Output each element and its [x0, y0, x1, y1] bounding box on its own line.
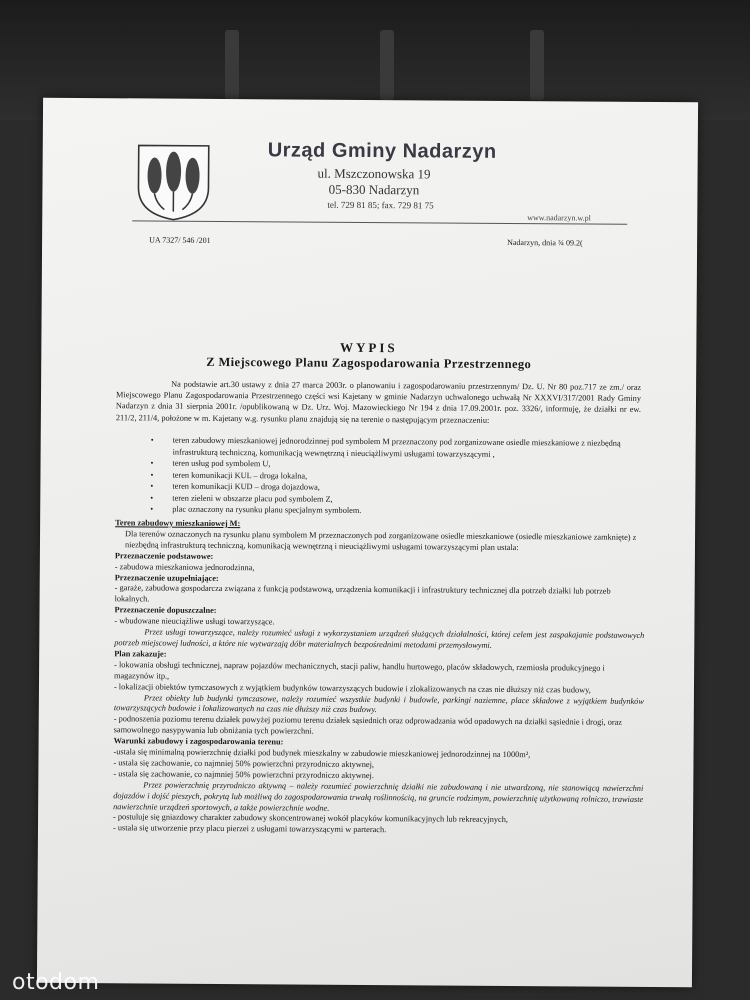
subheading-basic: Przeznaczenie podstawowe:: [114, 550, 214, 561]
document-date: Nadarzyn, dnia ¾ 09.2(: [507, 237, 583, 248]
section-heading: Teren zabudowy mieszkaniowej M:: [115, 518, 241, 529]
subheading-complementary: Przeznaczenie uzupełniające:: [114, 572, 219, 583]
office-address: [317, 166, 430, 199]
list-item: • teren zabudowy mieszkaniowej jednorodzinnej pod symbolem M przeznaczony pod zorganizowane osiedle mieszkaniowe z niezbędną infrastrukturą techniczną, komunikacją wewnętrzną i nieuciążliwymi usługami towarzyszącymi ,: [151, 434, 641, 460]
ban-item: - podnoszenia poziomu terenu działek powyżej poziomu terenu działek sąsiednich oraz odprowadzania wód opadowych na działki sąsiednie i drogi, oraz samowolnego nasypywania lub obniżania tych powierzchni.: [113, 714, 623, 736]
subheading-conditions: Warunki zabudowy i zagospodarowania terenu:: [113, 736, 284, 747]
condition-item: - postuluje się gniazdowy charakter zabudowy skoncentrowanej wokół placyków komunikacyjnych lub rekreacyjnych,: [113, 812, 509, 825]
otodom-watermark: otodom: [12, 970, 100, 995]
section-body: [113, 518, 645, 838]
definition-services: Przez usługi towarzyszące, należy rozumieć usługi z wykorzystaniem urządzeń służących działalności, której celem jest zaspakajanie podstawowych potrzeb miejscowej ludności, a które nie wytwarzają dóbr materialnych bezpośrednimi metodami przemysłowymi.: [114, 627, 645, 650]
condition-item: - ustala się zachowanie, co najmniej 50% powierzchni przyrodniczo aktywnej,: [113, 758, 375, 769]
website: www.nadarzyn.w.pl: [527, 213, 591, 223]
list-item: • teren komunikacji KUL – droga lokalna,: [150, 469, 640, 484]
allowed-item: - wbudowane nieuciążliwe usługi towarzyszące.: [114, 616, 275, 627]
basic-item: - zabudowa mieszkaniowa jednorodzinna,: [114, 561, 255, 572]
background-slot: [225, 30, 239, 100]
phone-fax: tel. 729 81 85; fax. 729 81 75: [327, 199, 434, 211]
ban-item: - lokalizacji obiektów tymczasowych z wyjątkiem budynków towarzyszących budowie i zlokalizowanych na czas nie dłuższy niż czas budowy,: [113, 681, 591, 695]
document-title: WYPIS: [339, 339, 398, 356]
office-name: Urząd Gminy Nadarzyn: [267, 139, 497, 163]
condition-item: -ustala się minimalną powierzchnię działki pod budynek mieszkalny w zabudowie mieszkaniowej jednorodzinnej na 1000m²,: [113, 747, 531, 760]
section-paragraph: Dla terenów oznaczonych na rysunku planu symbolem M przeznaczonych pod zorganizowane osiedle mieszkaniowe (osiedle mieszkaniowe zamknięte) z niezbędną infrastrukturą techniczną, komunikacją wewnętrzną i nieuciążliwymi usługami towarzyszącymi plan ustala:: [124, 529, 637, 552]
list-item: • teren usług pod symbolem U,: [151, 457, 641, 472]
background-slot: [530, 30, 544, 100]
purpose-list: [150, 434, 641, 518]
document-page: [37, 98, 698, 988]
street: ul. Mszczonowska 19: [317, 165, 431, 182]
list-item: • plac oznaczony na rysunku planu specjalnym symbolem.: [150, 503, 640, 518]
complementary-item: - garaże, zabudowa gospodarcza związana z funkcją podstawową, urządzenia komunikacji i infrastruktury technicznej dla potrzeb działki lub potrzeb lokalnych.: [114, 583, 611, 604]
subheading-allowed: Przeznaczenie dopuszczalne:: [114, 605, 217, 616]
condition-item: - ustala się zachowanie, co najmniej 50% powierzchni przyrodniczo aktywnej.: [113, 769, 374, 780]
subheading-bans: Plan zakazuje:: [114, 649, 167, 659]
postal-code: 05-830 Nadarzyn: [328, 181, 420, 198]
definition-active-surface: Przez powierzchnię przyrodniczo aktywną – należy rozumieć powierzchnię działki nie zabudowaną i nie utwardzoną, nie stanowiącą nawierzchni dojazdów i dojść pieszych, pokrytą lub możliwą do zagospodarowania trwałą roślinnością, na gruncie rodzimym, powierzchnię użytkowaną rolniczo, trawiaste nawierzchnie urządzeń sportowych, a także powierzchnie wodne.: [113, 780, 644, 813]
document-subtitle: Z Miejscowego Planu Zagospodarowania Przestrzennego: [206, 354, 532, 372]
definition-temporary: Przez obiekty lub budynki tymczasowe, należy rozumieć wszystkie budynki i budowle, parkingi naziemne, place składowe z wyjątkiem budynków towarzyszących budowie i lokalizowanych na czas nie dłuższy niż czas budowy.: [113, 692, 644, 715]
list-item: • teren zieleni w obszarze placu pod symbolem Z,: [150, 492, 640, 507]
reference-number: UA 7327/ 546 /201: [149, 235, 211, 245]
list-item: • teren komunikacji KUD – droga dojazdowa,: [150, 480, 640, 495]
condition-item: - ustala się utworzenie przy placu pierzei z usługami towarzyszącymi w parterach.: [112, 823, 387, 835]
ban-item: - lokowania obsługi technicznej, napraw pojazdów mechanicznych, stacji paliw, handlu hurtowego, placów składowych, rzemiosła produkcyjnego i magazynów itp.,: [114, 660, 605, 681]
coat-of-arms-logo: [134, 143, 213, 222]
background-slot: [380, 30, 394, 100]
intro-paragraph: Na podstawie art.30 ustawy z dnia 27 marca 2003r. o planowaniu i zagospodarowaniu przestrzennym/ Dz. U. Nr 80 poz.717 ze zm./ oraz Miejscowego Planu Zagospodarowania Przestrzennego części wsi Kajetany w gminie Nadarzyn uchwalonego uchwałą Nr XXXVI/317/2001 Rady Gminy Nadarzyn z dnia 31 sierpnia 2001r. /opublikowaną w Dz. Urz. Woj. Mazowieckiego Nr 194 z dnia 17.09.2001r. poz. 3326/, informuję, że działki nr ew. 211/2, 211/4, położone w m. Kajetany w.g. rysunku planu znajdują się na terenie o następującym przeznaczeniu:: [115, 379, 642, 425]
